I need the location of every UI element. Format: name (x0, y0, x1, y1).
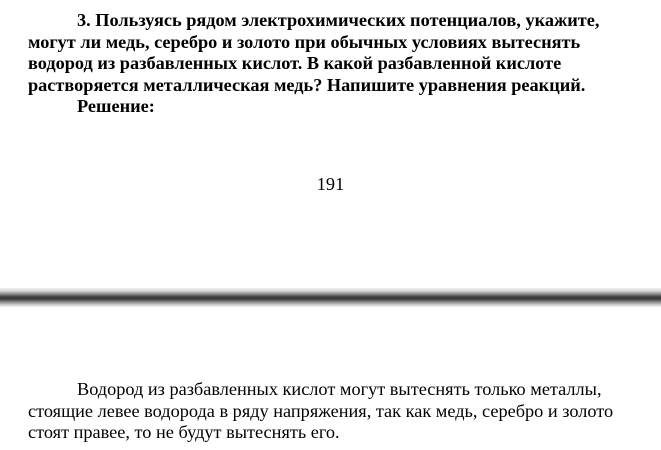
page-number: 191 (316, 174, 345, 194)
solution-heading: Решение: (77, 96, 155, 116)
task-line: растворяется металлическая медь? Напишите уравнения реакций. (28, 74, 586, 95)
solution-line: Водород из разбавленных кислот могут вытеснять только металлы, (77, 379, 602, 399)
page-break-divider (0, 288, 661, 307)
solution-line: стоят правее, то не будут вытеснять его. (28, 422, 340, 442)
task-line: водород из разбавленных кислот. В какой разбавленной кислоте (28, 53, 562, 73)
task-statement (28, 10, 628, 118)
solution-text (28, 379, 648, 444)
solution-line: стоящие левее водорода в ряду напряжения, так как медь, серебро и золото (28, 400, 614, 421)
task-line: 3. Пользуясь рядом электрохимических потенциалов, укажите, (77, 10, 600, 30)
task-line: могут ли медь, серебро и золото при обычных условиях вытеснять (28, 31, 581, 52)
